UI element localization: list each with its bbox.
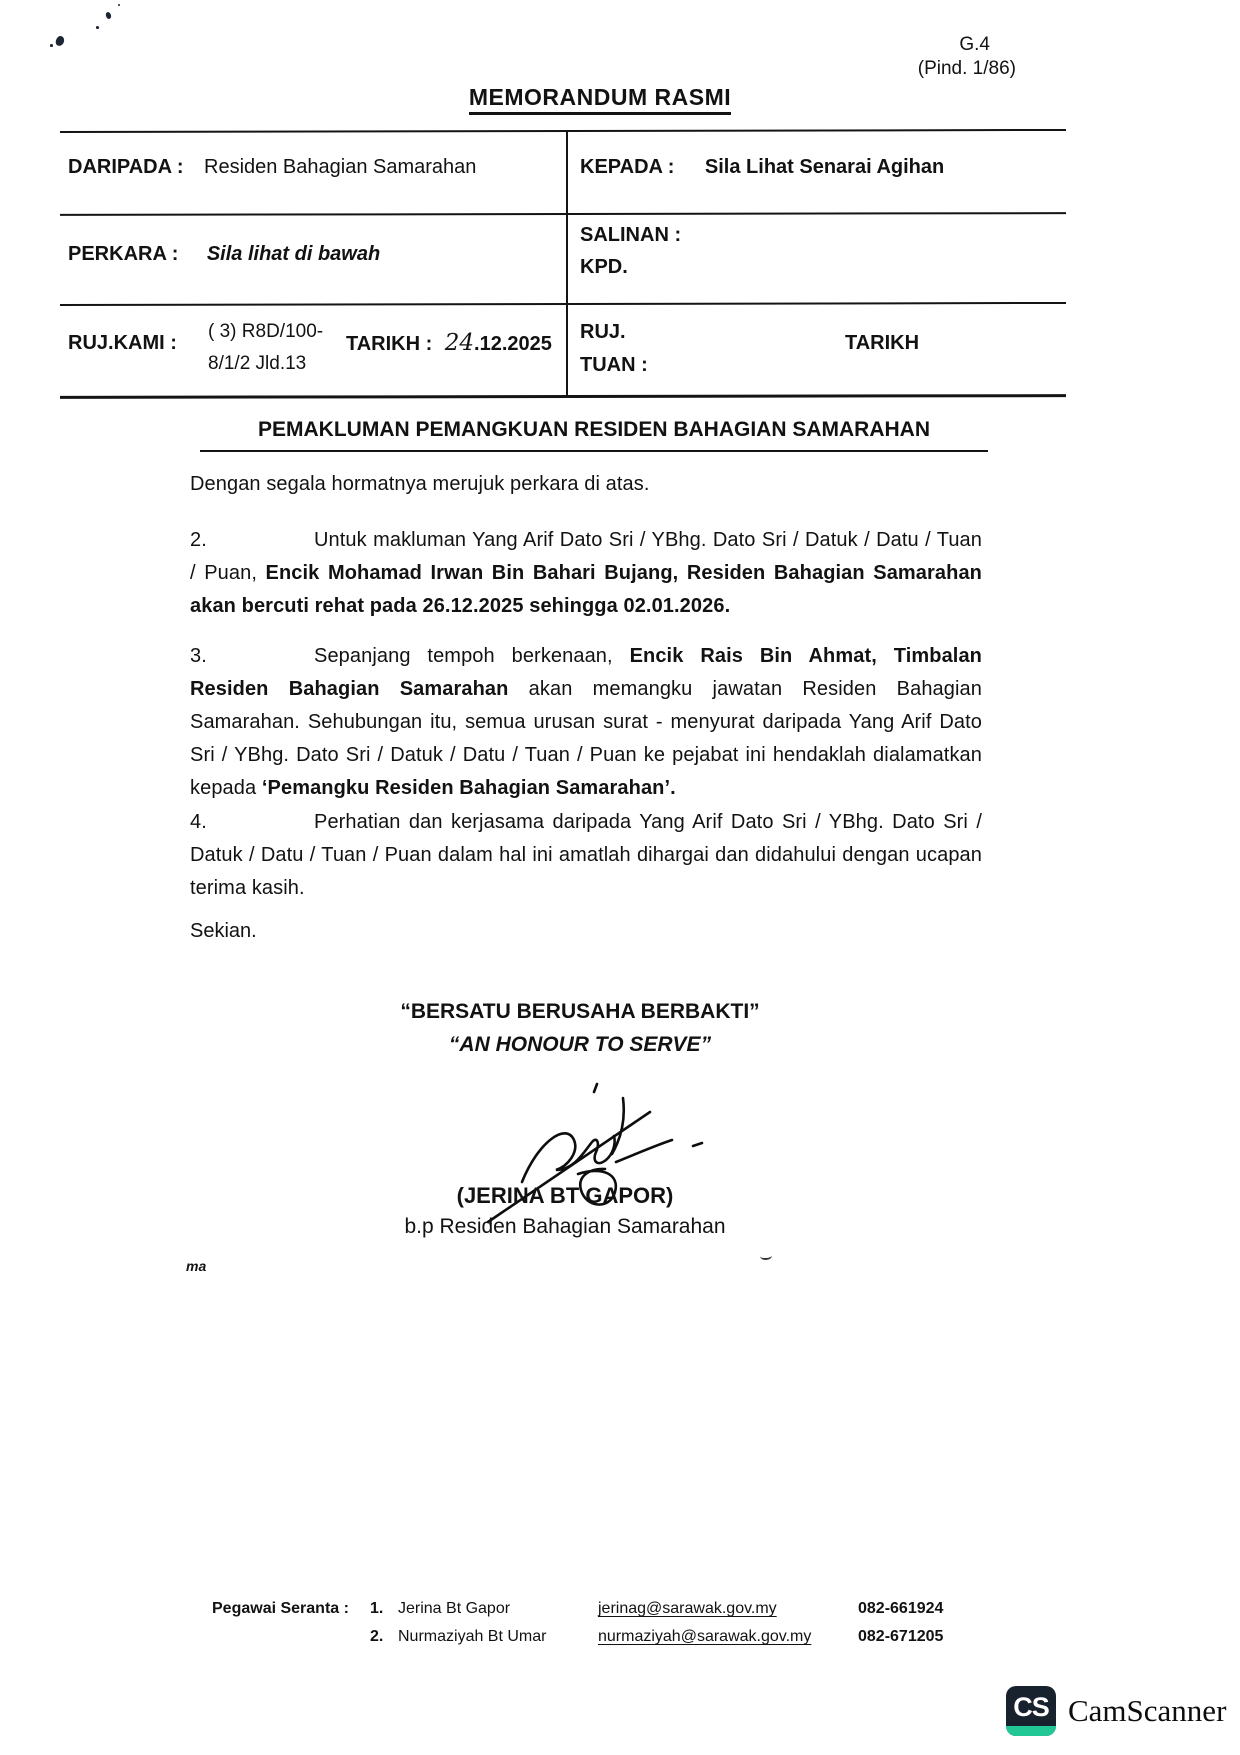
signatory-name: (JERINA BT GAPOR)	[456, 1183, 674, 1208]
officer-email: jerinag@sarawak.gov.my	[598, 1600, 777, 1617]
paragraph-number: 2.	[190, 529, 207, 551]
closing-text: Sekian.	[190, 920, 257, 942]
tarikh-label: TARIKH :	[346, 333, 433, 355]
contact-officer-row	[370, 1600, 943, 1618]
camscanner-logo	[1006, 1686, 1226, 1736]
camscanner-initials: CS	[1013, 1692, 1049, 1722]
officer-name: Nurmaziyah Bt Umar	[398, 1628, 547, 1645]
memo-row-kepada	[580, 156, 944, 179]
subject-heading: PEMAKLUMAN PEMANGKUAN RESIDEN BAHAGIAN SAMARAHAN	[258, 418, 930, 441]
officer-number: 2.	[370, 1628, 384, 1645]
ruj-tuan-label: RUJ. TUAN :	[580, 321, 648, 376]
ink-speck	[105, 11, 112, 19]
ink-speck	[50, 44, 53, 47]
paragraph-number: 3.	[190, 645, 207, 667]
camscanner-wordmark: CamScanner	[1068, 1693, 1227, 1728]
officer-phone: 082-661924	[858, 1600, 944, 1617]
ink-speck	[96, 26, 99, 29]
tarikh-handwritten-day: 24	[444, 330, 475, 356]
perkara-label: PERKARA :	[68, 243, 179, 265]
camscanner-teal-strip	[1006, 1726, 1056, 1736]
motto-line-2: “AN HONOUR TO SERVE”	[448, 1033, 712, 1056]
table-border-top	[60, 129, 1066, 133]
daripada-label: DARIPADA :	[68, 156, 184, 178]
kepada-label: KEPADA :	[580, 156, 675, 178]
memo-row-daripada	[68, 156, 476, 179]
camscanner-logo-icon	[1006, 1686, 1056, 1736]
ruj-kami-value: ( 3) R8D/100- 8/1/2 Jld.13	[208, 321, 324, 374]
salinan-label: SALINAN :	[580, 224, 682, 246]
stray-pen-mark	[760, 1252, 773, 1261]
officer-name: Jerina Bt Gapor	[398, 1600, 511, 1617]
officer-number: 1.	[370, 1600, 384, 1617]
memo-row-salinan	[580, 224, 681, 279]
signatory-title: b.p Residen Bahagian Samarahan	[404, 1215, 726, 1238]
tarikh-field	[346, 330, 552, 356]
paragraph-number: 4.	[190, 811, 207, 833]
perkara-value: Sila lihat di bawah	[206, 243, 381, 265]
kpd-label: KPD.	[580, 256, 628, 278]
tarikh-right-label: TARIKH	[845, 332, 920, 354]
form-revision: (Pind. 1/86)	[917, 58, 1016, 79]
contact-officer-row	[370, 1628, 943, 1646]
ink-speck	[54, 35, 66, 48]
tarikh-rest: .12.2025	[474, 333, 552, 355]
form-code: G.4	[959, 34, 990, 55]
ruj-kami-label: RUJ.KAMI :	[68, 332, 177, 354]
contact-officers-label: Pegawai Seranta :	[212, 1600, 349, 1617]
table-column-divider	[566, 130, 568, 397]
daripada-value: Residen Bahagian Samarahan	[204, 156, 477, 178]
typist-initials: ma	[186, 1258, 207, 1274]
table-row-divider	[60, 212, 1066, 216]
officer-email: nurmaziyah@sarawak.gov.my	[598, 1628, 812, 1645]
table-row-divider	[60, 302, 1066, 306]
ink-speck	[118, 4, 120, 6]
memo-row-perkara	[68, 243, 380, 266]
page-title: MEMORANDUM RASMI	[469, 84, 731, 115]
paragraph-1: Dengan segala hormatnya merujuk perkara di atas.	[190, 473, 650, 495]
paragraph-3: 3. Sepanjang tempoh berkenaan, Encik Rais Bin Ahmat, Timbalan Residen Bahagian Samarahan akan memangku jawatan Residen Bahagian Samarahan. Sehubungan itu, semua urusan surat - menyurat daripada Yang Arif Dato Sri / YBhg. Dato Sri / Datuk / Datu / Tuan / Puan ke pejabat ini hendaklah dialamatkan kepada ‘Pemangku Residen Bahagian Samarahan’.	[190, 640, 982, 805]
kepada-value: Sila Lihat Senarai Agihan	[704, 156, 945, 178]
table-border-bottom	[60, 394, 1066, 399]
officer-phone: 082-671205	[858, 1628, 944, 1645]
motto-line-1: “BERSATU BERUSAHA BERBAKTI”	[400, 1000, 760, 1023]
paragraph-4: 4. Perhatian dan kerjasama daripada Yang Arif Dato Sri / YBhg. Dato Sri / Datuk / Datu / Tuan / Puan dalam hal ini amatlah dihargai dan didahului dengan ucapan terima kasih.	[190, 806, 982, 905]
paragraph-2: 2. Untuk makluman Yang Arif Dato Sri / YBhg. Dato Sri / Datuk / Datu / Tuan / Puan, Encik Mohamad Irwan Bin Bahari Bujang, Residen Bahagian Samarahan akan bercuti rehat pada 26.12.2025 sehingga 02.01.2026.	[190, 524, 982, 623]
